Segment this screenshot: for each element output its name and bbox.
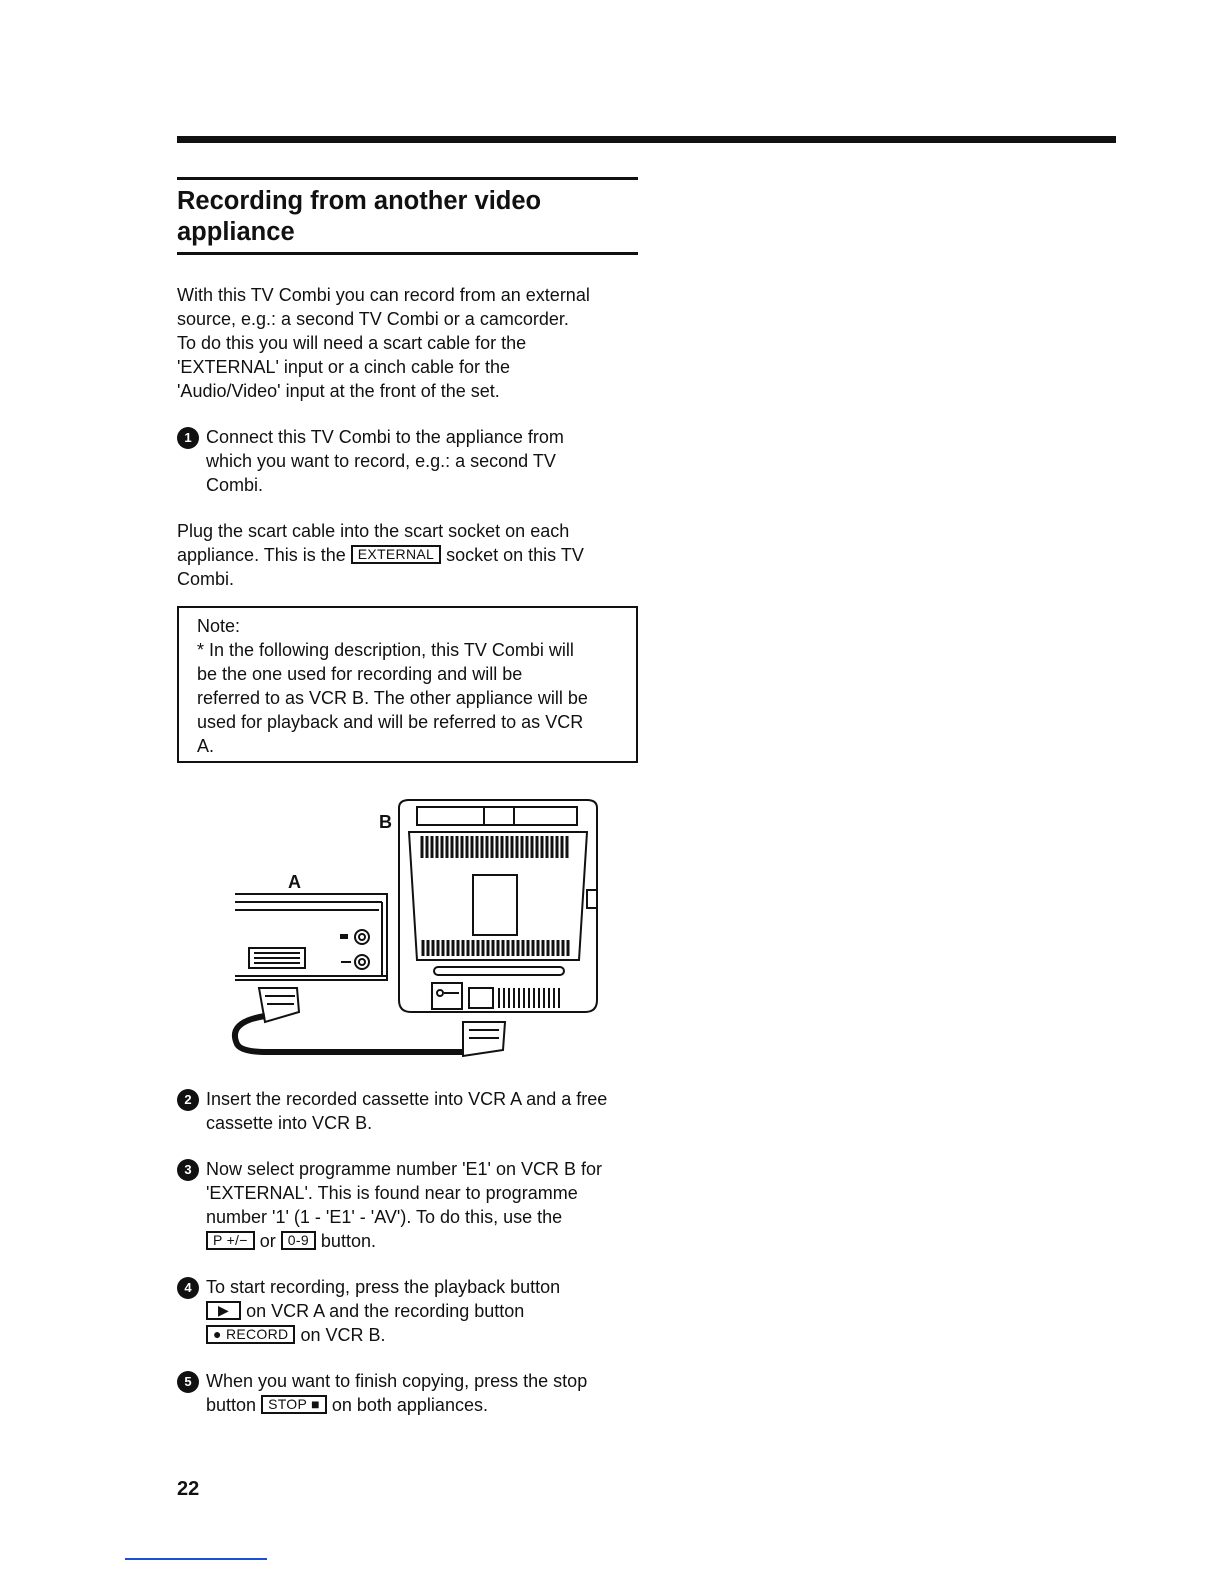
- step-number-badge: 4: [177, 1277, 199, 1299]
- tv-lower-grille: [423, 940, 568, 956]
- plug-paragraph: [177, 519, 642, 591]
- title-line-1: Recording from another video: [177, 187, 542, 215]
- step-line: Now select programme number 'E1' on VCR B for: [206, 1159, 603, 1179]
- intro-paragraph: [177, 283, 642, 403]
- step-line: 'EXTERNAL'. This is found near to programme: [206, 1183, 578, 1203]
- note-line: * In the following description, this TV Combi will: [197, 640, 574, 660]
- step-number-badge: 1: [177, 427, 199, 449]
- step-5: [177, 1369, 642, 1417]
- external-key-label: EXTERNAL: [351, 545, 441, 564]
- note-line: used for playback and will be referred to as VCR: [197, 712, 584, 732]
- step-line: To start recording, press the playback button: [206, 1277, 561, 1297]
- connection-diagram: [227, 790, 607, 1070]
- label-a: A: [288, 872, 301, 892]
- top-rule: [177, 136, 1116, 143]
- step-line: When you want to finish copying, press the stop: [206, 1371, 588, 1391]
- intro-line: 'EXTERNAL' input or a cinch cable for the: [177, 357, 511, 377]
- intro-line: source, e.g.: a second TV Combi or a camcorder.: [177, 309, 569, 329]
- vcr-video-socket: [355, 930, 369, 944]
- step-line: Combi.: [206, 475, 264, 495]
- plug-line: Combi.: [177, 569, 235, 589]
- tv-upper-grille: [422, 836, 567, 858]
- step-line: Insert the recorded cassette into VCR A and a free: [206, 1089, 608, 1109]
- vcr-scart-pins: [254, 953, 300, 963]
- heading-rule-top: [177, 177, 638, 180]
- step-line: cassette into VCR B.: [206, 1113, 373, 1133]
- connection-diagram-svg: [227, 790, 607, 1070]
- intro-line: 'Audio/Video' input at the front of the set.: [177, 381, 500, 401]
- note-box: [177, 606, 638, 763]
- or-text: or: [259, 1231, 276, 1251]
- step-line: on VCR A and the recording button: [246, 1301, 525, 1321]
- step-line: Connect this TV Combi to the appliance from: [206, 427, 564, 447]
- step-line: which you want to record, e.g.: a second TV: [206, 451, 556, 471]
- label-b: B: [379, 812, 392, 832]
- note-line: A.: [197, 736, 215, 756]
- play-key-label: ▶: [206, 1301, 241, 1320]
- record-key-label: ● RECORD: [206, 1325, 295, 1344]
- number-key-label: 0-9: [281, 1231, 316, 1250]
- step-number-badge: 5: [177, 1371, 199, 1393]
- step-number-badge: 2: [177, 1089, 199, 1111]
- vcr-audio-socket: [355, 955, 369, 969]
- plug-line-start: appliance. This is the: [177, 545, 346, 565]
- note-line: referred to as VCR B. The other appliance will be: [197, 688, 588, 708]
- note-line: be the one used for recording and will be: [197, 664, 523, 684]
- step-3: [177, 1157, 642, 1253]
- tv-handle-slot: [434, 967, 564, 975]
- stop-key-label: STOP ■: [261, 1395, 327, 1414]
- programme-key-label: P +/−: [206, 1231, 255, 1250]
- intro-line: With this TV Combi you can record from an external: [177, 285, 590, 305]
- step-2: [177, 1087, 642, 1135]
- step-line: on both appliances.: [331, 1395, 488, 1415]
- step-1: [177, 425, 642, 497]
- button-text: button.: [320, 1231, 376, 1251]
- tv-side-button: [587, 890, 597, 908]
- step-4: [177, 1275, 642, 1347]
- tv-socket-vents: [499, 988, 559, 1008]
- button-text: button: [206, 1395, 257, 1415]
- tv-socket-panel: [432, 983, 462, 1009]
- page-number: 22: [177, 1478, 200, 1500]
- title-line-2: appliance: [177, 218, 295, 246]
- page-title: [177, 186, 638, 248]
- step-line: on VCR B.: [300, 1325, 386, 1345]
- step-line: number '1' (1 - 'E1' - 'AV'). To do this, use the: [206, 1207, 563, 1227]
- heading-rule-bottom: [177, 252, 638, 255]
- step-number-badge: 3: [177, 1159, 199, 1181]
- tv-external-socket: [469, 988, 493, 1008]
- plug-line: Plug the scart cable into the scart socket on each: [177, 521, 570, 541]
- vcr-video-symbol: [340, 934, 348, 939]
- tv-label-plate: [473, 875, 517, 935]
- note-label: Note:: [197, 616, 241, 636]
- plug-line-end: socket on this TV: [446, 545, 584, 565]
- tv-top-vent: [417, 807, 577, 825]
- intro-line: To do this you will need a scart cable for the: [177, 333, 527, 353]
- footer-line: [125, 1558, 267, 1560]
